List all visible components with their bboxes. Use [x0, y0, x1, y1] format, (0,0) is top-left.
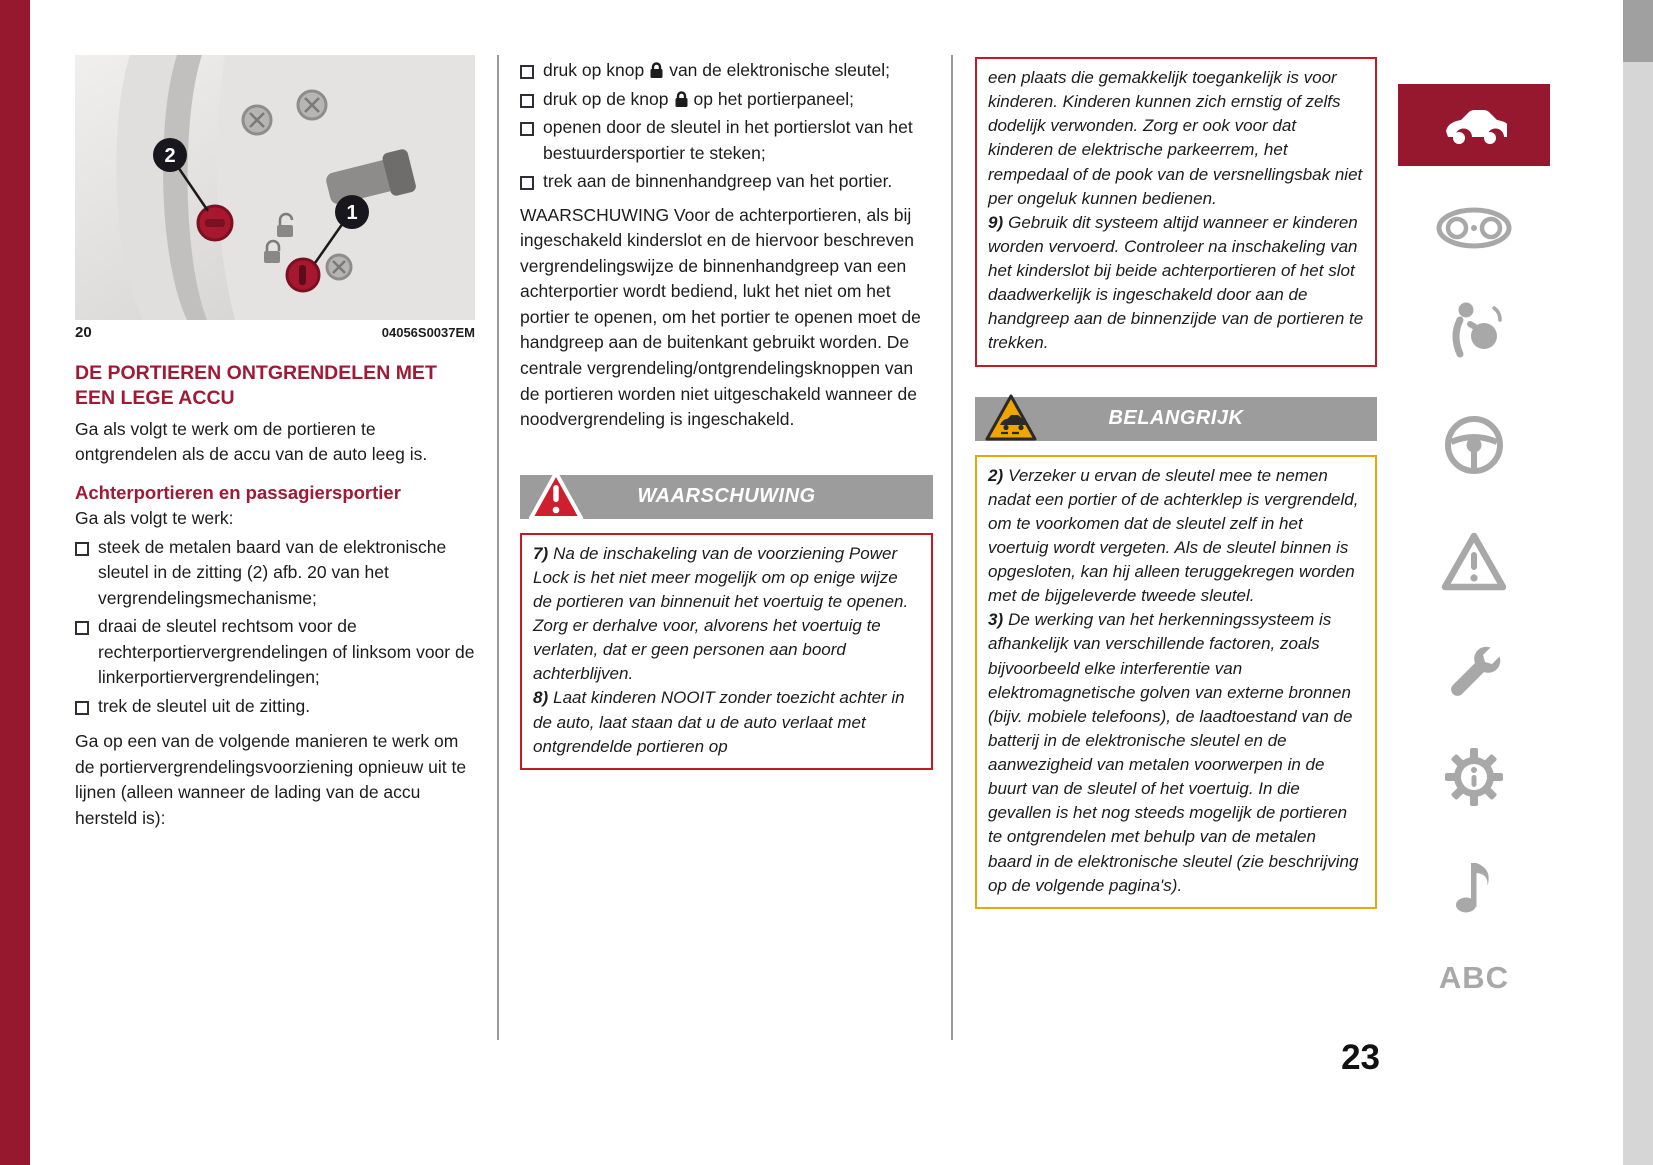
- warning-header-bar: [520, 475, 933, 519]
- music-note-icon: [1452, 853, 1496, 915]
- tab-music-note: [1398, 850, 1550, 918]
- figure-callout-1: 1: [346, 202, 358, 224]
- tab-abc: ABC: [1438, 960, 1510, 995]
- body-paragraph: WAARSCHUWING Voor de achterportieren, als bij ingeschakeld kinderslot en de hiervoor beschreven vergrendelingswijze de binnenhandgreep van een achterportier wordt bediend, lukt het niet om het portier te openen, om het portier te openen moet de handgreep aan de buitenkant gebruikt worden. De centrale vergrendeling/ontgrendelingsknoppen van de portieren worden niet uitgeschakeld wanneer de noodvergrendeling is ingeschakeld.: [520, 204, 921, 430]
- gear-info-icon: [1442, 745, 1506, 809]
- lock-icon: [649, 61, 664, 79]
- bullet-item: [75, 694, 475, 720]
- tab-steering-wheel: [1398, 408, 1550, 482]
- bullet-item: [520, 58, 933, 84]
- airbag-person-icon: [1444, 300, 1504, 362]
- tab-instrument-cluster: [1398, 196, 1550, 260]
- page-edge-strip: [1623, 0, 1653, 1165]
- warning-paragraph: 9) Gebruik dit systeem altijd wanneer er kinderen worden vervoerd. Controleer na inschakeling van het kinderslot bij beide achterportieren of het slot daadwerkelijk is ingeschakeld door aan de handgreep aan de binnenzijde van de portieren te trekken.: [988, 212, 1364, 353]
- section-heading: DE PORTIEREN ONTGRENDELEN MET EEN LEGE ACCU: [75, 362, 437, 409]
- square-bullet-icon: [520, 65, 534, 79]
- left-accent-bar: [0, 0, 30, 1165]
- bullet-text: druk op knop van de elektronische sleutel;: [543, 60, 891, 80]
- important-header-bar: [975, 397, 1377, 441]
- body-paragraph: Ga als volgt te werk om de portieren te ontgrendelen als de accu van de auto leeg is.: [75, 418, 428, 465]
- steering-wheel-icon: [1443, 414, 1505, 476]
- warning-box-continued: [975, 57, 1377, 367]
- important-title: BELANGRIJK: [1108, 407, 1244, 429]
- page-edge-corner: [1623, 0, 1653, 62]
- body-paragraph: Ga als volgt te werk:: [75, 508, 234, 528]
- figure-callout-2: 2: [164, 145, 176, 167]
- page-number: 23: [1341, 1038, 1380, 1077]
- bullet-text: trek de sleutel uit de zitting.: [98, 695, 311, 716]
- instrument-cluster-icon: [1435, 206, 1513, 250]
- door-lock-photo: [75, 55, 475, 320]
- square-bullet-icon: [75, 542, 89, 556]
- square-bullet-icon: [520, 176, 534, 190]
- bullet-text: draai de sleutel rechtsom voor de rechterportiervergrendelingen of linksom voor de linkerportiervergrendelingen;: [98, 616, 475, 688]
- body-paragraph: Ga op een van de volgende manieren te werk om de portiervergrendelingsvoorziening opnieuw uit te lijnen (alleen wanneer de lading van de accu hersteld is):: [75, 731, 467, 829]
- square-bullet-icon: [520, 122, 534, 136]
- bullet-item: [75, 614, 475, 691]
- bullet-item: [520, 87, 933, 113]
- lock-icon: [674, 90, 689, 108]
- bullet-text: druk op de knop op het portierpaneel;: [543, 88, 855, 109]
- warning-paragraph: een plaats die gemakkelijk toegankelijk is voor kinderen. Kinderen kunnen zich ernstig of zelfs dodelijk verwonden. Zorg er ook voor dat kinderen de elektrische parkeerrem, het rempedaal of de pook van de versnellingsbak niet per ongeluk kunnen bedienen.: [988, 68, 1363, 208]
- bullet-item: [75, 535, 475, 612]
- warning-triangle-icon: [528, 470, 584, 522]
- bullet-text: trek aan de binnenhandgreep van het portier.: [543, 171, 893, 192]
- column-divider: [497, 55, 499, 1040]
- tab-airbag: [1398, 294, 1550, 368]
- bullet-text: openen door de sleutel in het portierslot van het bestuurdersportier te steken;: [543, 117, 913, 163]
- figure-code: 04056S0037EM: [381, 325, 475, 340]
- wrench-icon: [1443, 637, 1505, 699]
- square-bullet-icon: [520, 94, 534, 108]
- section-tab-rail: [1398, 0, 1550, 1165]
- bullet-text: steek de metalen baard van de elektronische sleutel in de zitting (2) afb. 20 van het vergrendelingsmechanisme;: [98, 536, 447, 608]
- important-triangle-icon: [983, 392, 1039, 444]
- column-left: [75, 55, 475, 834]
- warning-title: WAARSCHUWING: [637, 485, 816, 508]
- tab-gear-info: [1398, 738, 1550, 816]
- column-right: [975, 57, 1377, 909]
- warning-triangle-tab-icon: [1440, 531, 1508, 593]
- column-divider: [951, 55, 953, 1040]
- car-icon: [1441, 104, 1507, 146]
- tab-warning-triangle: [1398, 522, 1550, 602]
- tab-wrench: [1398, 630, 1550, 706]
- column-middle: [520, 55, 933, 770]
- important-paragraph: 3) De werking van het herkenningssysteem is afhankelijk van verschillende factoren, zoals bijvoorbeeld elke interferentie van elektromagnetische golven van externe bronnen (bijv. mobiele telefoons), de laadtoestand van de batterij in de elektronische sleutel en de aanwezigheid van metalen voorwerpen in de buurt van de sleutel of het voertuig. In die gevallen is het nog steeds mogelijk de portieren te ontgrendelen met behulp van de metalen baard in de elektronische sleutel (zie beschrijving op de volgende pagina's).: [988, 610, 1359, 895]
- warning-box: [520, 533, 933, 770]
- figure-number: 20: [75, 324, 92, 341]
- warning-paragraph: 8) Laat kinderen NOOIT zonder toezicht achter in de auto, laat staan dat u de auto verlaat met ontgrendelde portieren op: [533, 688, 905, 756]
- important-paragraph: 2) Verzeker u ervan de sleutel mee te nemen nadat een portier of de achterklep is vergrendeld, om te voorkomen dat de sleutel zelf in het voertuig wordt vergeten. Als de sleutel binnen is opgesloten, kan hij alleen teruggekregen worden met de bijgeleverde tweede sleutel.: [988, 465, 1359, 606]
- bullet-item: [520, 115, 933, 166]
- figure-caption: [75, 324, 475, 341]
- square-bullet-icon: [75, 621, 89, 635]
- warning-paragraph: 7) Na de inschakeling van de voorziening Power Lock is het niet meer mogelijk om op enige wijze de portieren van binnenuit het voertuig te openen. Zorg er derhalve voor, alvorens het voertuig te verlaten, dat er geen personen aan boord achterblijven.: [533, 543, 909, 684]
- door-lock-figure: [75, 55, 475, 320]
- tab-car-active: [1398, 84, 1550, 166]
- bullet-item: [520, 169, 933, 195]
- sub-heading: Achterportieren en passagiersportier: [75, 482, 401, 503]
- important-box: [975, 455, 1377, 909]
- square-bullet-icon: [75, 701, 89, 715]
